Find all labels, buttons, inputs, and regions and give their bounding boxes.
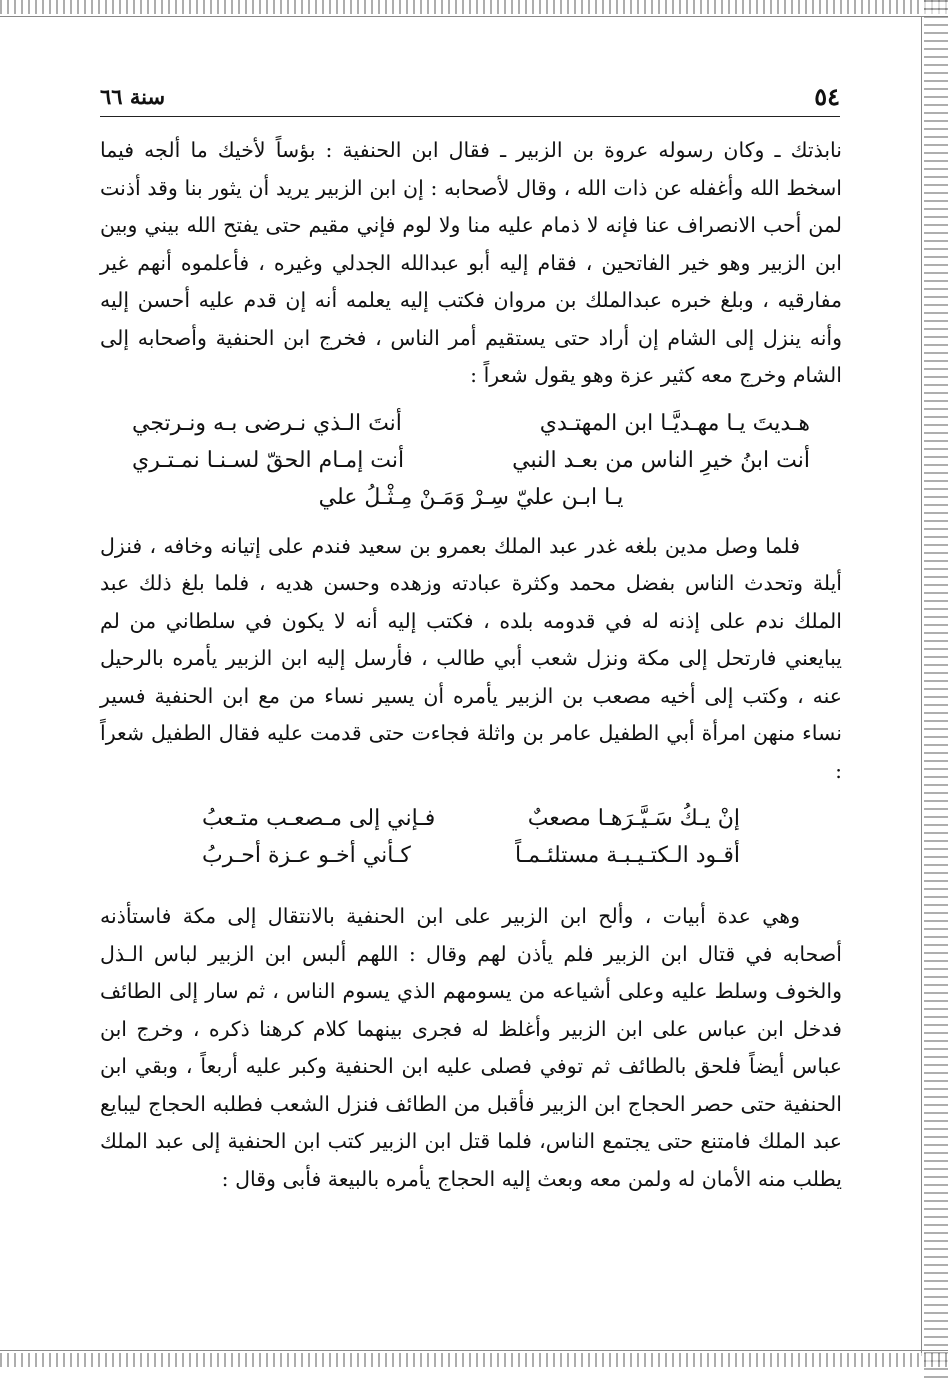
decorative-border-bottom	[0, 1353, 948, 1367]
border-rule-top	[0, 16, 948, 17]
decorative-border-top	[0, 0, 948, 14]
page-number: ٥٤	[814, 82, 840, 111]
decorative-border-right	[924, 0, 948, 1379]
spacer	[100, 886, 842, 898]
running-head: سنة ٦٦	[100, 84, 166, 109]
page-body	[100, 132, 842, 1198]
verse-hemistich: أنت إمـام الحقّ لسـنـا نمـتـري	[132, 447, 405, 473]
paragraph-1: نابذتك ـ وكان رسوله عروة بن الزبير ـ فقال ابن الحنفية : بؤساً لأخيك ما ألجه فيما اسخط الله وأغفله عن ذات الله ، وقال لأصحابه : إن ابن الزبير يريد أن يثور بنا وقد أذنت لمن أحب الانصراف عنا فإنه لا ذمام عليه منا ولا لوم فإني مقيم حتى يفتح الله بيني وبين ابن الزبير وهو خير الفاتحين ، فقام إليه أبو عبدالله الجدلي وغيره ، فأعلموه أنهم غير مفارقيه ، وبلغ خبره عبدالملك بن مروان فكتب إليه يعلمه أنه إن قدم عليه أحسن إليه وأنه ينزل إلى الشام إن أراد حتى يستقيم أمر الناس ، فخرج ابن الحنفية وأصحابه إلى الشام وخرج معه كثير عزة وهو يقول شعراً :	[100, 138, 842, 387]
verse-row	[100, 800, 842, 837]
verse-row	[100, 837, 842, 874]
border-rule-bottom	[0, 1350, 948, 1351]
verse-hemistich: أنتَ الـذي نـرضى بـه ونـرتجي	[132, 410, 402, 436]
verse-hemistich: إنْ يـكُ سَـيَّـرَهـا مصعبٌ	[527, 806, 740, 831]
verse-hemistich: كـأني أخـو عـزة أحـربُ	[202, 843, 411, 868]
verse-row	[100, 405, 842, 442]
verse-row	[100, 442, 842, 479]
page-header	[100, 82, 840, 118]
verse-hemistich: أنت ابنُ خيرِ الناس من بعـد النبي	[512, 447, 810, 473]
poem-2	[100, 800, 842, 874]
paragraph-2: فلما وصل مدين بلغه غدر عبد الملك بعمرو بن سعيد فندم على إتيانه وخافه ، فنزل أيلة وتحدث الناس بفضل محمد وكثرة عبادته وزهده وحسن هديه ، فلما بلغ ذلك عبد الملك ندم على إذنه له في قدومه بلده ، فكتب إليه أنه لا يكون في سلطاني من لم يبايعني فارتحل إلى مكة ونزل شعب أبي طالب ، فأرسل إليه ابن الزبير يأمره بالرحيل عنه ، وكتب إلى أخيه مصعب بن الزبير يأمره أن يسير نساء من مع ابن الحنفية فسير نساء منهن امرأة أبي الطفيل عامر بن واثلة فجاءت حتى قدمت عليه فقال الطفيل شعراً :	[100, 533, 842, 783]
header-rule	[100, 116, 840, 117]
verse-hemistich: هـديتَ يـا مهـديَّـا ابن المهتـدي	[539, 410, 810, 436]
poem-1	[100, 405, 842, 516]
verse-row	[100, 479, 842, 516]
paragraph-3: وهي عدة أبيات ، وألح ابن الزبير على ابن الحنفية بالانتقال إلى مكة فاستأذنه أصحابه في قتال ابن الزبير فلم يأذن لهم وقال : اللهم ألبس ابن الزبير لباس الـذل والخوف وسلط عليه وعلى أشياعه من يسومهم الذي يسوم الناس ، ثم سار إلى الطائف فدخل ابن عباس على ابن الزبير وأغلظ له فجرى بينهما كلام كرهنا ذكره ، وخرج ابن عباس أيضاً فلحق بالطائف ثم توفي فصلى عليه ابن الحنفية وكبر عليه أربعاً ، وبقي ابن الحنفية حتى حصر الحجاج ابن الزبير فأقبل من الطائف فنزل الشعب فطلبه الحجاج ليبايع عبد الملك فامتنع حتى يجتمع الناس، فلما قتل ابن الزبير كتب ابن الحنفية إلى عبد الملك يطلب منه الأمان له ولمن معه وبعث إليه الحجاج يأمره بالبيعة فأبى وقال :	[100, 904, 842, 1191]
verse-hemistich: أقـود الـكتـيـبـة مستلئـمـاً	[515, 843, 740, 868]
verse-hemistich: يـا ابـن عليّ سِـرْ وَمَـنْ مِـثْـلُ علي	[318, 484, 624, 510]
verse-hemistich: فـإني إلى مـصعـب متـعبُ	[202, 806, 436, 831]
border-rule-right	[921, 16, 922, 1356]
